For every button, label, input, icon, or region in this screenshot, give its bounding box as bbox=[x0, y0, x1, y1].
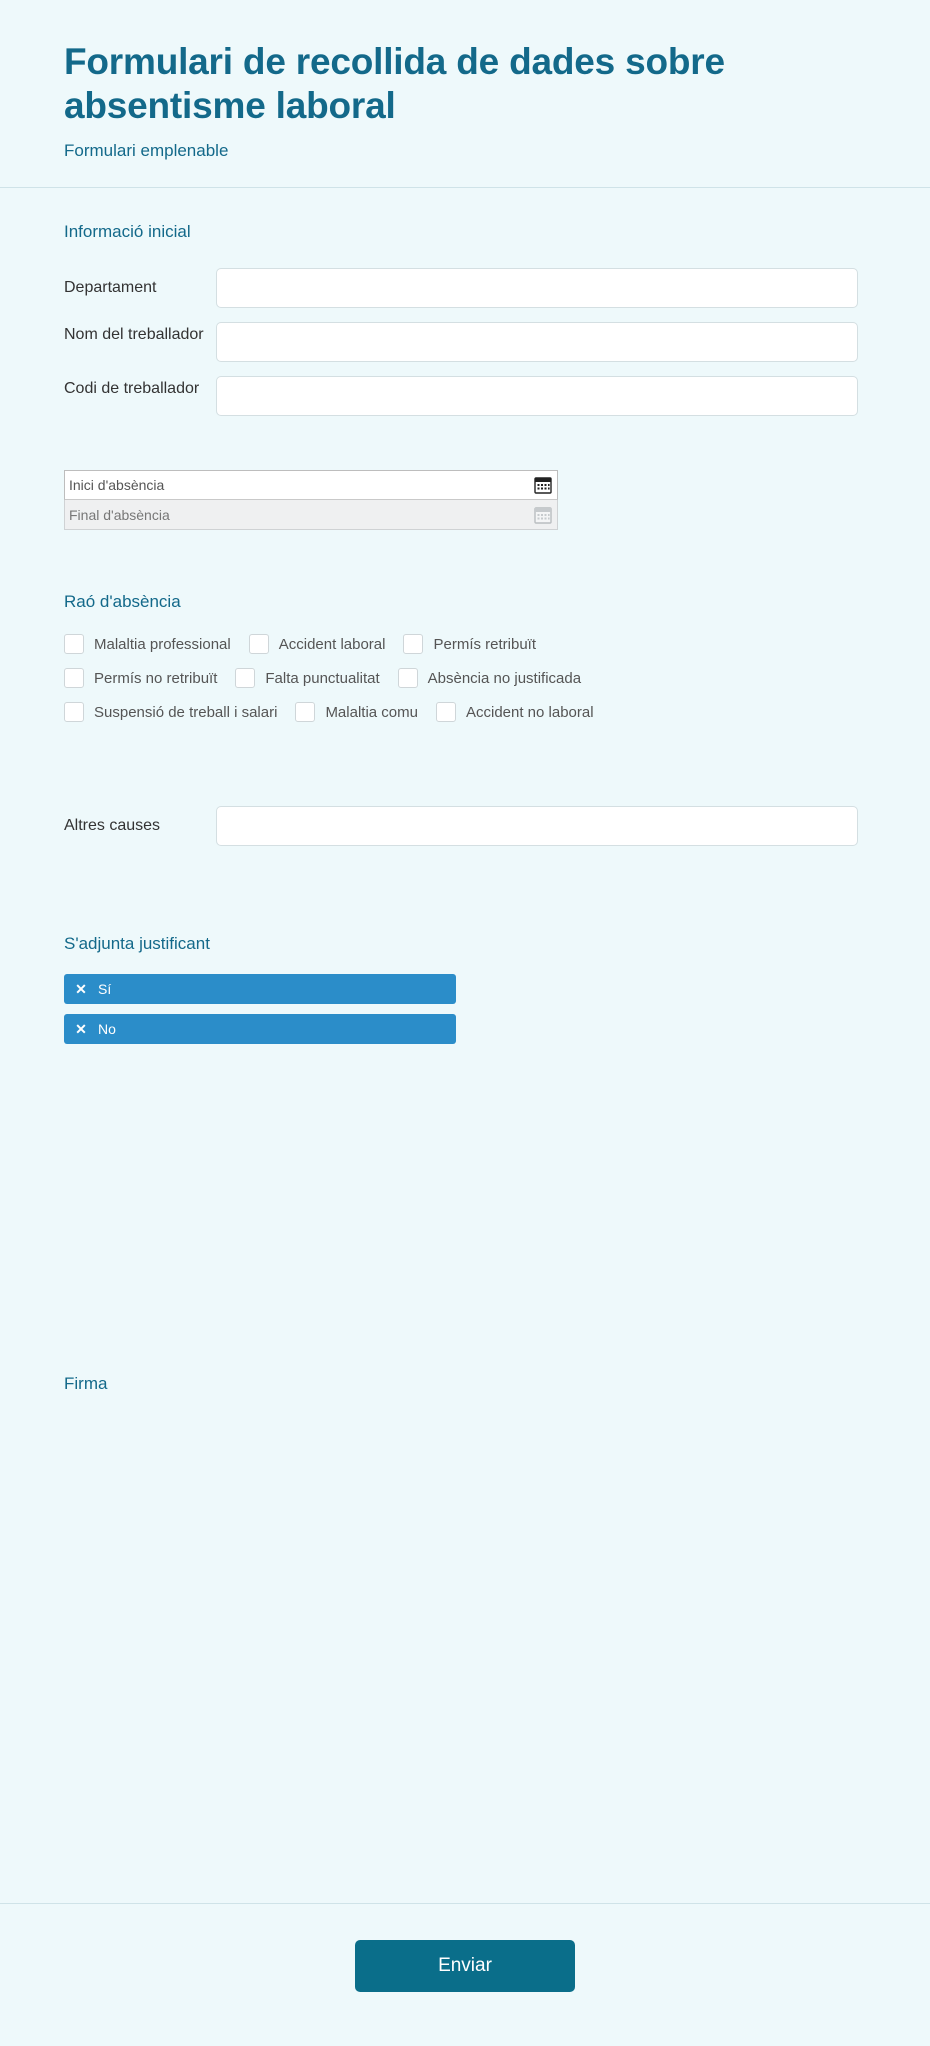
checkbox-box[interactable] bbox=[64, 634, 84, 654]
checkbox-item-malaltia-professional[interactable] bbox=[64, 634, 231, 654]
absence-start-text: Inici d'absència bbox=[69, 477, 165, 494]
checkbox-item-accident-no-laboral[interactable] bbox=[436, 702, 594, 722]
form-body bbox=[0, 188, 930, 1903]
section-attachment bbox=[64, 934, 866, 1044]
checkbox-label: Malaltia comu bbox=[325, 703, 418, 721]
field-label-altres-causes: Altres causes bbox=[64, 817, 161, 835]
section-signature bbox=[64, 1374, 866, 1514]
checkbox-box[interactable] bbox=[64, 702, 84, 722]
checkbox-label: Suspensió de treball i salari bbox=[94, 703, 278, 721]
checkbox-item-suspensio-treball-salari[interactable] bbox=[64, 702, 277, 722]
page-subtitle: Formulari emplenable bbox=[64, 141, 229, 161]
checkbox-item-permis-retribuit[interactable] bbox=[403, 634, 536, 654]
checkbox-label: Accident laboral bbox=[278, 635, 386, 653]
altres-causes-input[interactable] bbox=[216, 806, 858, 846]
checkbox-item-absencia-no-justificada[interactable] bbox=[398, 668, 581, 688]
choice-pill-no[interactable] bbox=[64, 1014, 456, 1044]
choice-label: Sí bbox=[98, 981, 112, 998]
section-initial-info bbox=[64, 222, 866, 416]
codi-treballador-input[interactable] bbox=[216, 376, 858, 416]
checkbox-label: Accident no laboral bbox=[465, 703, 594, 721]
field-label-departament: Departament bbox=[64, 279, 157, 297]
checkbox-box[interactable] bbox=[295, 702, 315, 722]
section-reason bbox=[64, 592, 866, 736]
checkbox-box[interactable] bbox=[249, 634, 269, 654]
departament-input[interactable] bbox=[216, 268, 858, 308]
nom-treballador-input[interactable] bbox=[216, 322, 858, 362]
checkbox-box[interactable] bbox=[64, 668, 84, 688]
absence-start-field[interactable] bbox=[64, 470, 558, 500]
checkbox-item-accident-laboral[interactable] bbox=[249, 634, 386, 654]
choice-label: No bbox=[98, 1021, 116, 1038]
checkbox-label: Falta punctualitat bbox=[265, 669, 380, 687]
checkbox-item-malaltia-comu[interactable] bbox=[295, 702, 418, 722]
checkbox-label: Permís retribuït bbox=[433, 635, 537, 653]
field-label-nom-treballador: Nom del treballador bbox=[64, 326, 204, 344]
checkbox-box[interactable] bbox=[436, 702, 456, 722]
field-row-codi-treballador bbox=[64, 376, 866, 416]
form-footer bbox=[0, 1903, 930, 2046]
absence-end-field[interactable] bbox=[64, 500, 558, 530]
close-icon[interactable]: ✕ bbox=[75, 1021, 87, 1038]
choice-pill-si[interactable] bbox=[64, 974, 456, 1004]
checkbox-item-falta-punctualitat[interactable] bbox=[235, 668, 379, 688]
close-icon[interactable]: ✕ bbox=[75, 981, 87, 998]
section-heading-attachment: S'adjunta justificant bbox=[64, 934, 210, 954]
section-heading-initial: Informació inicial bbox=[64, 222, 191, 242]
submit-button[interactable]: Enviar bbox=[355, 1940, 575, 1992]
form-header bbox=[0, 0, 930, 188]
checkbox-item-permis-no-retribuit[interactable] bbox=[64, 668, 217, 688]
checkbox-box[interactable] bbox=[398, 668, 418, 688]
field-label-codi-treballador: Codi de treballador bbox=[64, 380, 200, 398]
section-heading-reason: Raó d'absència bbox=[64, 592, 181, 612]
field-row-departament bbox=[64, 268, 866, 308]
absence-end-text: Final d'absència bbox=[69, 506, 170, 523]
calendar-icon[interactable] bbox=[533, 475, 553, 495]
field-row-altres-causes bbox=[64, 806, 866, 846]
checkbox-label: Malaltia professional bbox=[94, 635, 231, 653]
field-row-nom-treballador bbox=[64, 322, 866, 362]
calendar-icon-disabled bbox=[533, 505, 553, 525]
checkbox-label: Absència no justificada bbox=[427, 669, 582, 687]
section-other-causes bbox=[64, 806, 866, 846]
checkbox-box[interactable] bbox=[235, 668, 255, 688]
reason-checkbox-group bbox=[64, 634, 704, 736]
section-heading-signature: Firma bbox=[64, 1374, 108, 1394]
checkbox-box[interactable] bbox=[403, 634, 423, 654]
checkbox-label: Permís no retribuït bbox=[94, 669, 218, 687]
page-title: Formulari de recollida de dades sobre absentisme laboral bbox=[64, 41, 725, 126]
date-range-block bbox=[64, 470, 558, 530]
